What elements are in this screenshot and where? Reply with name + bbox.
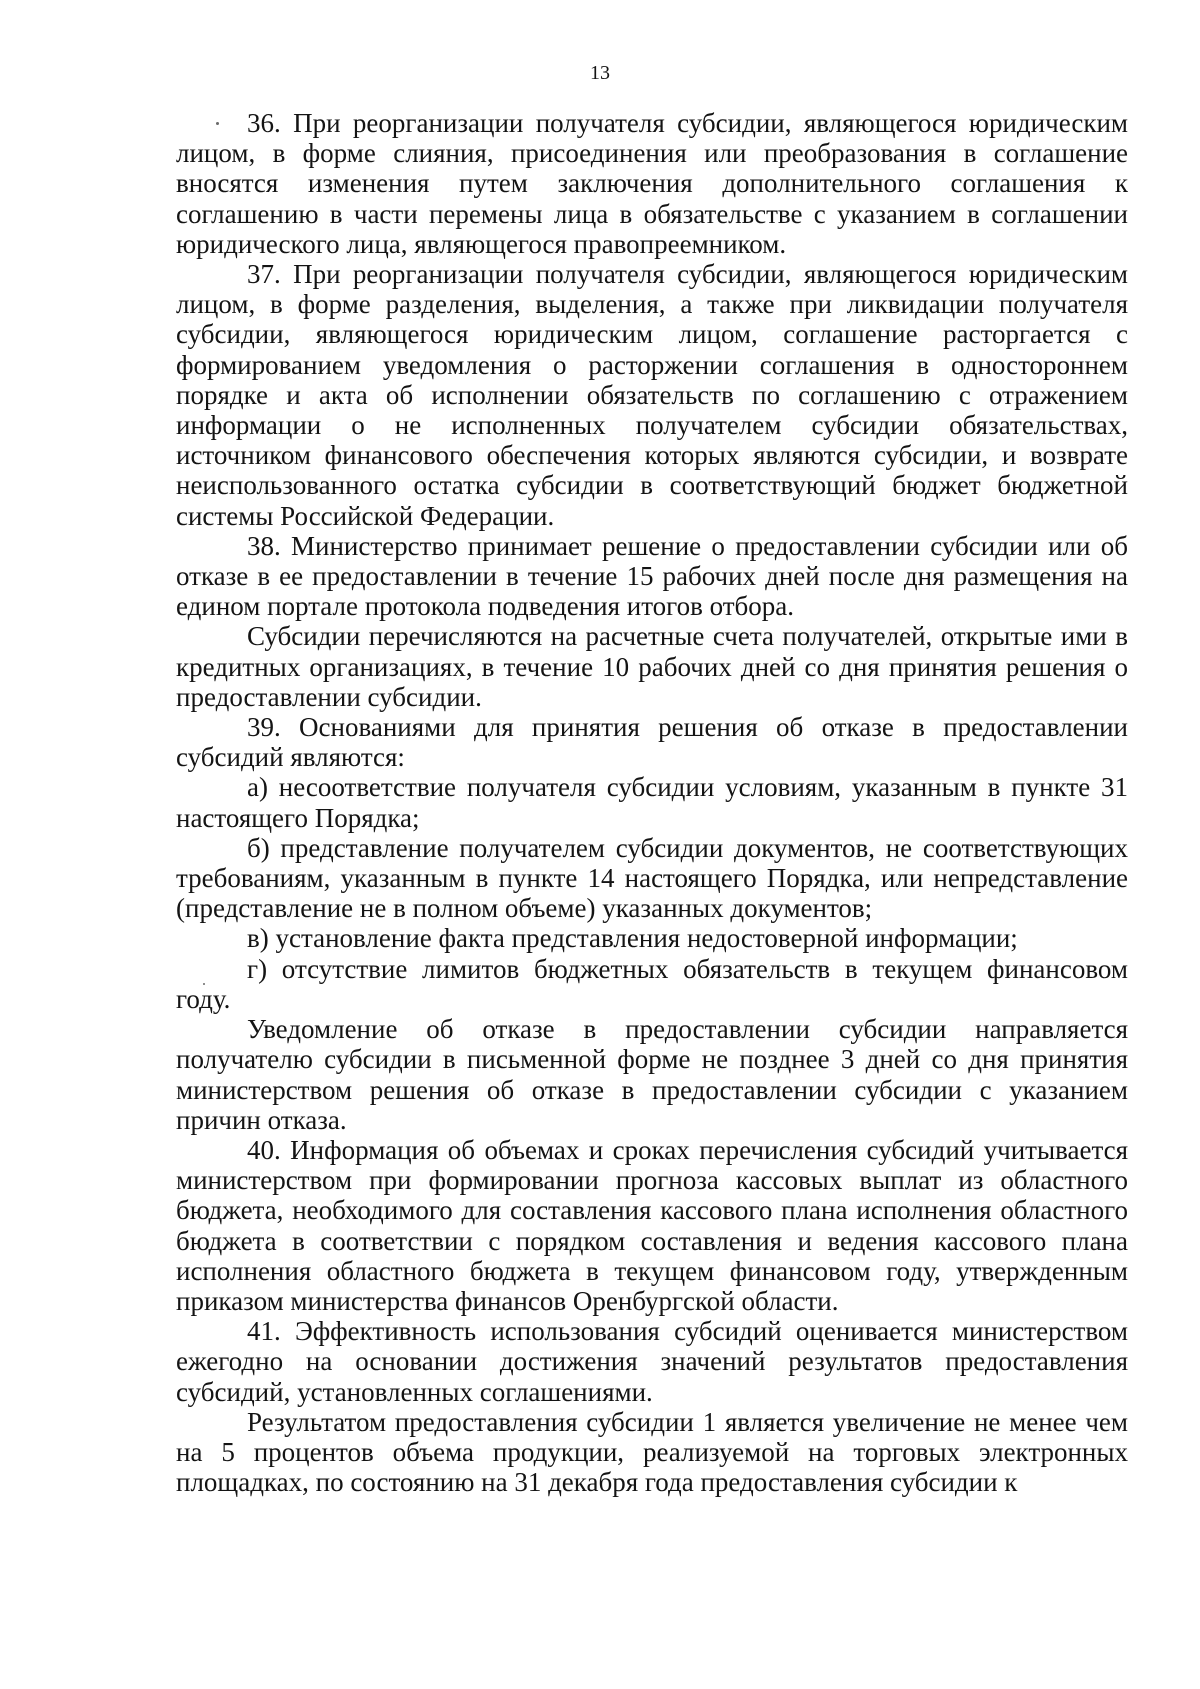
page-number: 13 <box>590 62 610 84</box>
paragraph-36: 36. При реорганизации получателя субсидии, являющегося юридическим лицом, в форме слияния, присоединения или преобразования в соглашение вносятся изменения путем заключения дополнительного соглашения к соглашению в части перемены лица в обязательстве с указанием в соглашении юридического лица, являющегося правопреемником. <box>176 108 1128 259</box>
paragraph-38: 38. Министерство принимает решение о предоставлении субсидии или об отказе в ее предоставлении в течение 15 рабочих дней после дня размещения на едином портале протокола подведения итогов отбора. <box>176 530 1128 622</box>
paragraph-41: 41. Эффективность использования субсидий оценивается министерством ежегодно на основании достижения значений результатов предоставления субсидий, установленных соглашениями. <box>176 1316 1128 1407</box>
paragraph-39-item-g: г) отсутствие лимитов бюджетных обязательств в текущем финансовом году. <box>176 953 1128 1014</box>
paragraph-39-item-b: б) представление получателем субсидии документов, не соответствующих требованиям, указанным в пункте 14 настоящего Порядка, или непредставление (представление не в полном объеме) указанных документов; <box>176 832 1128 924</box>
paragraph-38-transfer: Субсидии перечисляются на расчетные счета получателей, открытые ими в кредитных организациях, в течение 10 рабочих дней со дня принятия решения о предоставлении субсидии. <box>176 621 1128 712</box>
paragraph-37: 37. При реорганизации получателя субсидии, являющегося юридическим лицом, в форме разделения, выделения, а также при ликвидации получателя субсидии, являющегося юридическим лицом, соглашение расторгается с формированием уведомления о расторжении соглашения в одностороннем порядке и акта об исполнении обязательств по соглашению с отражением информации о не исполненных получателем субсидии обязательствах, источником финансового обеспечения которых являются субсидии, и возврате неиспользованного остатка субсидии в соответствующий бюджет бюджетной системы Российской Федерации. <box>176 259 1128 531</box>
paragraph-39-item-a: а) несоответствие получателя субсидии условиям, указанным в пункте 31 настоящего Порядка; <box>176 772 1128 833</box>
paragraph-39: 39. Основаниями для принятия решения об отказе в предоставлении субсидий являются: <box>176 712 1128 773</box>
document-body <box>176 108 1128 1497</box>
paragraph-39-refusal-notice: Уведомление об отказе в предоставлении субсидии направляется получателю субсидии в письменной форме не позднее 3 дней со дня принятия министерством решения об отказе в предоставлении субсидии с указанием причин отказа. <box>176 1014 1128 1135</box>
paragraph-39-item-v: в) установление факта представления недостоверной информации; <box>247 923 1018 954</box>
paragraph-40: 40. Информация об объемах и сроках перечисления субсидий учитывается министерством при формировании прогноза кассовых выплат из областного бюджета, необходимого для составления кассового плана исполнения областного бюджета в соответствии с порядком составления и ведения кассового плана исполнения областного бюджета в текущем финансовом году, утвержденным приказом министерства финансов Оренбургской области. <box>176 1134 1128 1316</box>
paragraph-41-result: Результатом предоставления субсидии 1 является увеличение не менее чем на 5 процентов объема продукции, реализуемой на торговых электронных площадках, по состоянию на 31 декабря года предоставления субсидии к <box>176 1406 1128 1498</box>
